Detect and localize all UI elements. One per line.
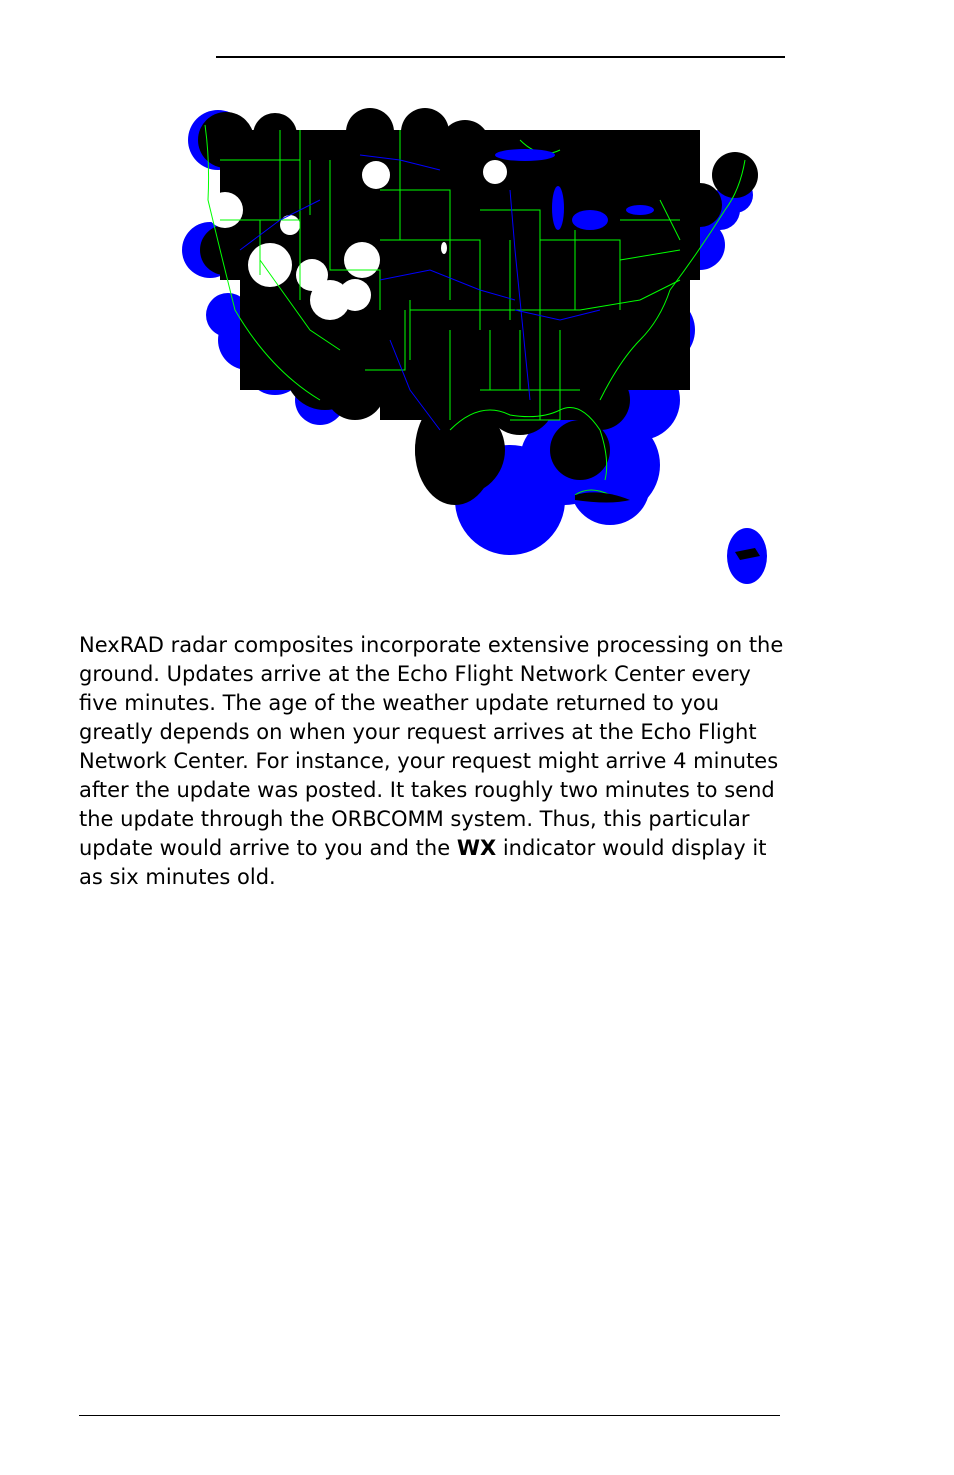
header-rule <box>216 56 785 58</box>
radar-coverage-land <box>198 108 758 505</box>
wx-indicator-label: WX <box>456 836 497 860</box>
footer-rule <box>79 1415 780 1416</box>
body-paragraph <box>79 631 794 892</box>
body-text-part-2: indicator would display it as six minutes old. <box>79 836 767 889</box>
nexrad-coverage-map <box>180 100 780 590</box>
body-text-part-1: NexRAD radar composites incorporate extensive processing on the ground. Updates arrive at the Echo Flight Network Center every five minutes. The age of the weather update returned to you greatly depends on when your request arrives at the Echo Flight Network Center. For instance, your request might arrive 4 minutes after the update was posted. It takes roughly two minutes to send the update through the ORBCOMM system. Thus, this particular update would arrive to you and the <box>79 633 784 860</box>
